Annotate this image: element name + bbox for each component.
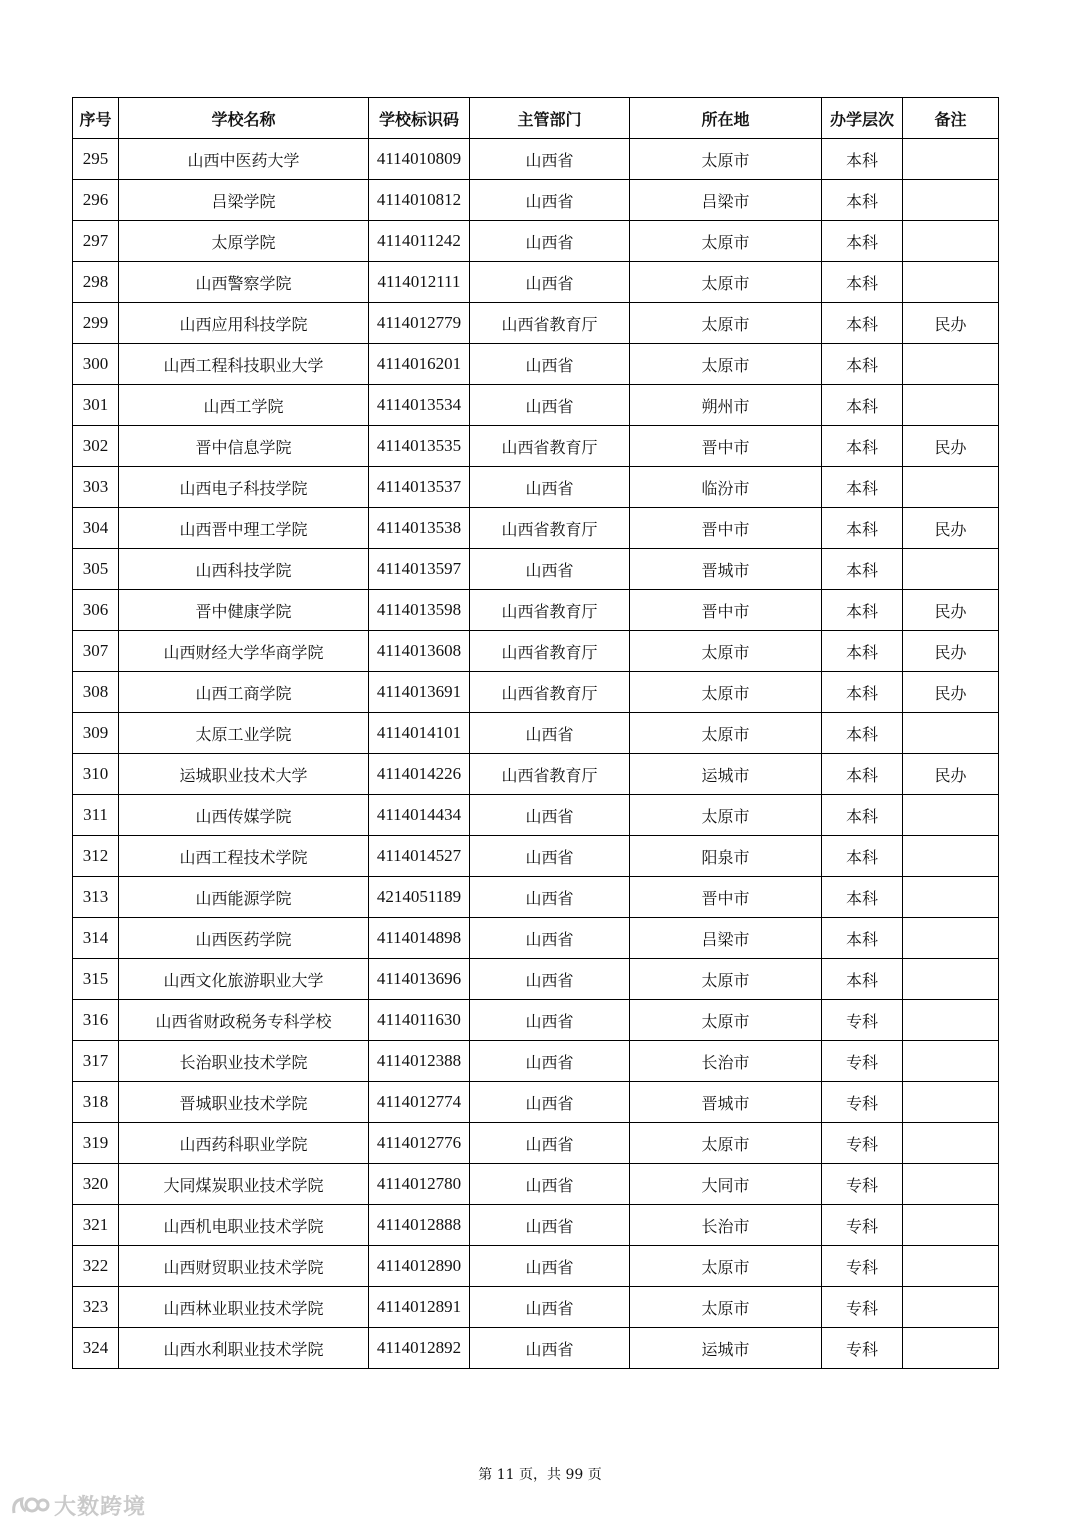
cell-school-name: 山西水利职业技术学院 (119, 1328, 369, 1369)
cell-remark: 民办 (903, 631, 999, 672)
table-row (73, 1246, 999, 1287)
cell-location: 太原市 (630, 795, 822, 836)
table-row (73, 1205, 999, 1246)
cell-location: 晋中市 (630, 508, 822, 549)
cell-school-code: 4114012388 (369, 1041, 470, 1082)
table-row (73, 1000, 999, 1041)
cell-school-code: 4114014898 (369, 918, 470, 959)
cell-location: 运城市 (630, 1328, 822, 1369)
cell-remark (903, 795, 999, 836)
cell-index: 296 (73, 180, 119, 221)
cell-authority: 山西省 (470, 1328, 630, 1369)
cell-school-code: 4114012888 (369, 1205, 470, 1246)
cell-school-name: 山西警察学院 (119, 262, 369, 303)
watermark-logo-icon (10, 1493, 50, 1519)
table-row (73, 713, 999, 754)
cell-remark (903, 221, 999, 262)
cell-school-code: 4114010809 (369, 139, 470, 180)
cell-index: 320 (73, 1164, 119, 1205)
cell-level: 本科 (822, 303, 903, 344)
cell-location: 太原市 (630, 139, 822, 180)
cell-index: 324 (73, 1328, 119, 1369)
cell-school-name: 山西中医药大学 (119, 139, 369, 180)
cell-authority: 山西省 (470, 959, 630, 1000)
cell-remark (903, 385, 999, 426)
cell-level: 本科 (822, 836, 903, 877)
cell-location: 太原市 (630, 672, 822, 713)
cell-location: 太原市 (630, 303, 822, 344)
cell-school-name: 晋城职业技术学院 (119, 1082, 369, 1123)
cell-school-code: 4114014527 (369, 836, 470, 877)
schools-table (72, 97, 999, 1369)
cell-school-code: 4114013608 (369, 631, 470, 672)
cell-remark (903, 262, 999, 303)
cell-location: 太原市 (630, 959, 822, 1000)
cell-school-name: 山西省财政税务专科学校 (119, 1000, 369, 1041)
cell-authority: 山西省教育厅 (470, 672, 630, 713)
table-row (73, 754, 999, 795)
cell-remark (903, 344, 999, 385)
cell-location: 晋城市 (630, 1082, 822, 1123)
table-row (73, 1287, 999, 1328)
table-row (73, 1082, 999, 1123)
cell-school-name: 山西财贸职业技术学院 (119, 1246, 369, 1287)
cell-authority: 山西省 (470, 1082, 630, 1123)
cell-authority: 山西省 (470, 1205, 630, 1246)
cell-location: 太原市 (630, 1287, 822, 1328)
cell-level: 本科 (822, 262, 903, 303)
cell-index: 323 (73, 1287, 119, 1328)
cell-school-name: 山西工程技术学院 (119, 836, 369, 877)
cell-school-name: 山西工程科技职业大学 (119, 344, 369, 385)
table-row (73, 508, 999, 549)
cell-level: 本科 (822, 344, 903, 385)
cell-remark: 民办 (903, 426, 999, 467)
cell-location: 吕梁市 (630, 918, 822, 959)
table-row (73, 180, 999, 221)
cell-location: 太原市 (630, 713, 822, 754)
table-row (73, 426, 999, 467)
cell-location: 朔州市 (630, 385, 822, 426)
cell-school-code: 4114014226 (369, 754, 470, 795)
cell-level: 专科 (822, 1082, 903, 1123)
cell-remark (903, 877, 999, 918)
cell-level: 本科 (822, 221, 903, 262)
cell-level: 本科 (822, 672, 903, 713)
cell-school-name: 长治职业技术学院 (119, 1041, 369, 1082)
table-row (73, 795, 999, 836)
cell-level: 本科 (822, 754, 903, 795)
cell-location: 太原市 (630, 1246, 822, 1287)
cell-school-name: 山西应用科技学院 (119, 303, 369, 344)
table-row (73, 1328, 999, 1369)
cell-index: 303 (73, 467, 119, 508)
cell-authority: 山西省 (470, 221, 630, 262)
cell-location: 太原市 (630, 631, 822, 672)
table-row (73, 221, 999, 262)
cell-authority: 山西省 (470, 467, 630, 508)
watermark-text: 大数跨境 (54, 1495, 147, 1520)
table-body (73, 139, 999, 1369)
table-row (73, 385, 999, 426)
cell-school-name: 晋中健康学院 (119, 590, 369, 631)
cell-school-name: 山西工商学院 (119, 672, 369, 713)
cell-index: 307 (73, 631, 119, 672)
cell-remark: 民办 (903, 590, 999, 631)
header-level: 办学层次 (822, 98, 903, 139)
cell-level: 本科 (822, 549, 903, 590)
cell-authority: 山西省 (470, 1123, 630, 1164)
cell-remark (903, 1082, 999, 1123)
cell-index: 309 (73, 713, 119, 754)
cell-school-code: 4114013535 (369, 426, 470, 467)
cell-remark (903, 1246, 999, 1287)
cell-school-code: 4114013598 (369, 590, 470, 631)
cell-school-name: 山西机电职业技术学院 (119, 1205, 369, 1246)
cell-school-name: 山西林业职业技术学院 (119, 1287, 369, 1328)
cell-level: 本科 (822, 959, 903, 1000)
cell-location: 长治市 (630, 1205, 822, 1246)
watermark (10, 1490, 146, 1521)
cell-school-name: 山西科技学院 (119, 549, 369, 590)
header-school-code: 学校标识码 (369, 98, 470, 139)
cell-authority: 山西省 (470, 262, 630, 303)
cell-school-code: 4114012891 (369, 1287, 470, 1328)
cell-level: 专科 (822, 1041, 903, 1082)
cell-remark (903, 959, 999, 1000)
cell-location: 晋城市 (630, 549, 822, 590)
cell-location: 太原市 (630, 1123, 822, 1164)
cell-school-code: 4114011242 (369, 221, 470, 262)
table-row (73, 467, 999, 508)
cell-location: 晋中市 (630, 590, 822, 631)
cell-level: 专科 (822, 1164, 903, 1205)
cell-school-name: 运城职业技术大学 (119, 754, 369, 795)
header-location: 所在地 (630, 98, 822, 139)
cell-index: 316 (73, 1000, 119, 1041)
cell-authority: 山西省 (470, 918, 630, 959)
cell-authority: 山西省 (470, 713, 630, 754)
cell-level: 本科 (822, 385, 903, 426)
cell-school-code: 4114012774 (369, 1082, 470, 1123)
cell-remark (903, 713, 999, 754)
cell-school-code: 4114013691 (369, 672, 470, 713)
header-school-name: 学校名称 (119, 98, 369, 139)
cell-location: 大同市 (630, 1164, 822, 1205)
cell-level: 专科 (822, 1287, 903, 1328)
cell-school-name: 山西文化旅游职业大学 (119, 959, 369, 1000)
cell-location: 长治市 (630, 1041, 822, 1082)
cell-level: 本科 (822, 713, 903, 754)
cell-school-code: 4114014101 (369, 713, 470, 754)
cell-remark (903, 1164, 999, 1205)
cell-level: 本科 (822, 180, 903, 221)
cell-location: 太原市 (630, 344, 822, 385)
cell-school-code: 4214051189 (369, 877, 470, 918)
cell-index: 297 (73, 221, 119, 262)
cell-level: 本科 (822, 467, 903, 508)
cell-location: 晋中市 (630, 877, 822, 918)
cell-index: 301 (73, 385, 119, 426)
table-row (73, 959, 999, 1000)
cell-school-name: 晋中信息学院 (119, 426, 369, 467)
cell-school-code: 4114014434 (369, 795, 470, 836)
table-row (73, 303, 999, 344)
cell-location: 太原市 (630, 262, 822, 303)
cell-index: 315 (73, 959, 119, 1000)
table-row (73, 877, 999, 918)
cell-authority: 山西省教育厅 (470, 508, 630, 549)
cell-authority: 山西省 (470, 1246, 630, 1287)
table-row (73, 1123, 999, 1164)
cell-index: 308 (73, 672, 119, 713)
cell-school-code: 4114012780 (369, 1164, 470, 1205)
cell-authority: 山西省 (470, 795, 630, 836)
cell-index: 300 (73, 344, 119, 385)
cell-school-name: 吕梁学院 (119, 180, 369, 221)
cell-level: 专科 (822, 1246, 903, 1287)
cell-school-name: 太原工业学院 (119, 713, 369, 754)
cell-level: 本科 (822, 508, 903, 549)
cell-location: 太原市 (630, 1000, 822, 1041)
cell-authority: 山西省 (470, 385, 630, 426)
cell-school-code: 4114013597 (369, 549, 470, 590)
cell-school-code: 4114012892 (369, 1328, 470, 1369)
cell-remark: 民办 (903, 754, 999, 795)
header-authority: 主管部门 (470, 98, 630, 139)
cell-index: 313 (73, 877, 119, 918)
cell-index: 305 (73, 549, 119, 590)
cell-index: 318 (73, 1082, 119, 1123)
cell-remark (903, 1287, 999, 1328)
cell-index: 317 (73, 1041, 119, 1082)
cell-authority: 山西省教育厅 (470, 303, 630, 344)
table-row (73, 1041, 999, 1082)
cell-level: 本科 (822, 918, 903, 959)
cell-school-name: 山西医药学院 (119, 918, 369, 959)
cell-authority: 山西省教育厅 (470, 754, 630, 795)
cell-remark (903, 467, 999, 508)
cell-authority: 山西省 (470, 139, 630, 180)
table-row (73, 1164, 999, 1205)
cell-remark: 民办 (903, 303, 999, 344)
table-row (73, 590, 999, 631)
cell-authority: 山西省教育厅 (470, 590, 630, 631)
cell-authority: 山西省 (470, 877, 630, 918)
cell-index: 304 (73, 508, 119, 549)
table-row (73, 918, 999, 959)
cell-school-name: 山西能源学院 (119, 877, 369, 918)
cell-remark (903, 1205, 999, 1246)
cell-authority: 山西省 (470, 344, 630, 385)
cell-index: 322 (73, 1246, 119, 1287)
cell-authority: 山西省 (470, 836, 630, 877)
cell-level: 专科 (822, 1205, 903, 1246)
cell-school-code: 4114012779 (369, 303, 470, 344)
cell-authority: 山西省 (470, 549, 630, 590)
cell-school-code: 4114011630 (369, 1000, 470, 1041)
cell-school-code: 4114012776 (369, 1123, 470, 1164)
cell-index: 314 (73, 918, 119, 959)
cell-level: 本科 (822, 877, 903, 918)
cell-school-name: 山西传媒学院 (119, 795, 369, 836)
cell-school-name: 山西晋中理工学院 (119, 508, 369, 549)
cell-school-code: 4114013538 (369, 508, 470, 549)
cell-remark (903, 1123, 999, 1164)
cell-school-name: 山西药科职业学院 (119, 1123, 369, 1164)
cell-school-code: 4114016201 (369, 344, 470, 385)
cell-remark: 民办 (903, 672, 999, 713)
cell-level: 专科 (822, 1328, 903, 1369)
cell-level: 本科 (822, 590, 903, 631)
page-footer: 第 11 页，共 99 页 (478, 1467, 602, 1483)
cell-authority: 山西省 (470, 1041, 630, 1082)
cell-location: 吕梁市 (630, 180, 822, 221)
cell-index: 302 (73, 426, 119, 467)
table-row (73, 631, 999, 672)
cell-index: 312 (73, 836, 119, 877)
cell-authority: 山西省 (470, 180, 630, 221)
cell-location: 临汾市 (630, 467, 822, 508)
cell-level: 本科 (822, 631, 903, 672)
cell-school-code: 4114012890 (369, 1246, 470, 1287)
cell-school-code: 4114013537 (369, 467, 470, 508)
cell-level: 本科 (822, 139, 903, 180)
cell-school-name: 大同煤炭职业技术学院 (119, 1164, 369, 1205)
cell-level: 本科 (822, 795, 903, 836)
cell-remark: 民办 (903, 508, 999, 549)
cell-location: 晋中市 (630, 426, 822, 467)
cell-authority: 山西省 (470, 1000, 630, 1041)
header-index: 序号 (73, 98, 119, 139)
cell-school-name: 山西电子科技学院 (119, 467, 369, 508)
cell-authority: 山西省 (470, 1287, 630, 1328)
cell-level: 专科 (822, 1000, 903, 1041)
table-row (73, 344, 999, 385)
cell-index: 299 (73, 303, 119, 344)
table-row (73, 549, 999, 590)
cell-remark (903, 1041, 999, 1082)
cell-school-code: 4114013696 (369, 959, 470, 1000)
cell-remark (903, 836, 999, 877)
header-remark: 备注 (903, 98, 999, 139)
table-row (73, 139, 999, 180)
cell-index: 298 (73, 262, 119, 303)
cell-remark (903, 180, 999, 221)
cell-school-code: 4114010812 (369, 180, 470, 221)
cell-remark (903, 139, 999, 180)
table-row (73, 836, 999, 877)
table-header-row (73, 98, 999, 139)
cell-remark (903, 549, 999, 590)
cell-remark (903, 1328, 999, 1369)
cell-index: 319 (73, 1123, 119, 1164)
cell-remark (903, 1000, 999, 1041)
cell-level: 专科 (822, 1123, 903, 1164)
cell-index: 306 (73, 590, 119, 631)
cell-school-code: 4114013534 (369, 385, 470, 426)
cell-authority: 山西省 (470, 1164, 630, 1205)
cell-authority: 山西省教育厅 (470, 426, 630, 467)
cell-index: 295 (73, 139, 119, 180)
cell-school-name: 山西工学院 (119, 385, 369, 426)
cell-remark (903, 918, 999, 959)
cell-index: 310 (73, 754, 119, 795)
cell-school-name: 山西财经大学华商学院 (119, 631, 369, 672)
table-row (73, 672, 999, 713)
cell-index: 311 (73, 795, 119, 836)
cell-level: 本科 (822, 426, 903, 467)
table-row (73, 262, 999, 303)
cell-location: 运城市 (630, 754, 822, 795)
cell-school-name: 太原学院 (119, 221, 369, 262)
cell-location: 太原市 (630, 221, 822, 262)
cell-school-code: 4114012111 (369, 262, 470, 303)
cell-location: 阳泉市 (630, 836, 822, 877)
cell-authority: 山西省教育厅 (470, 631, 630, 672)
cell-index: 321 (73, 1205, 119, 1246)
